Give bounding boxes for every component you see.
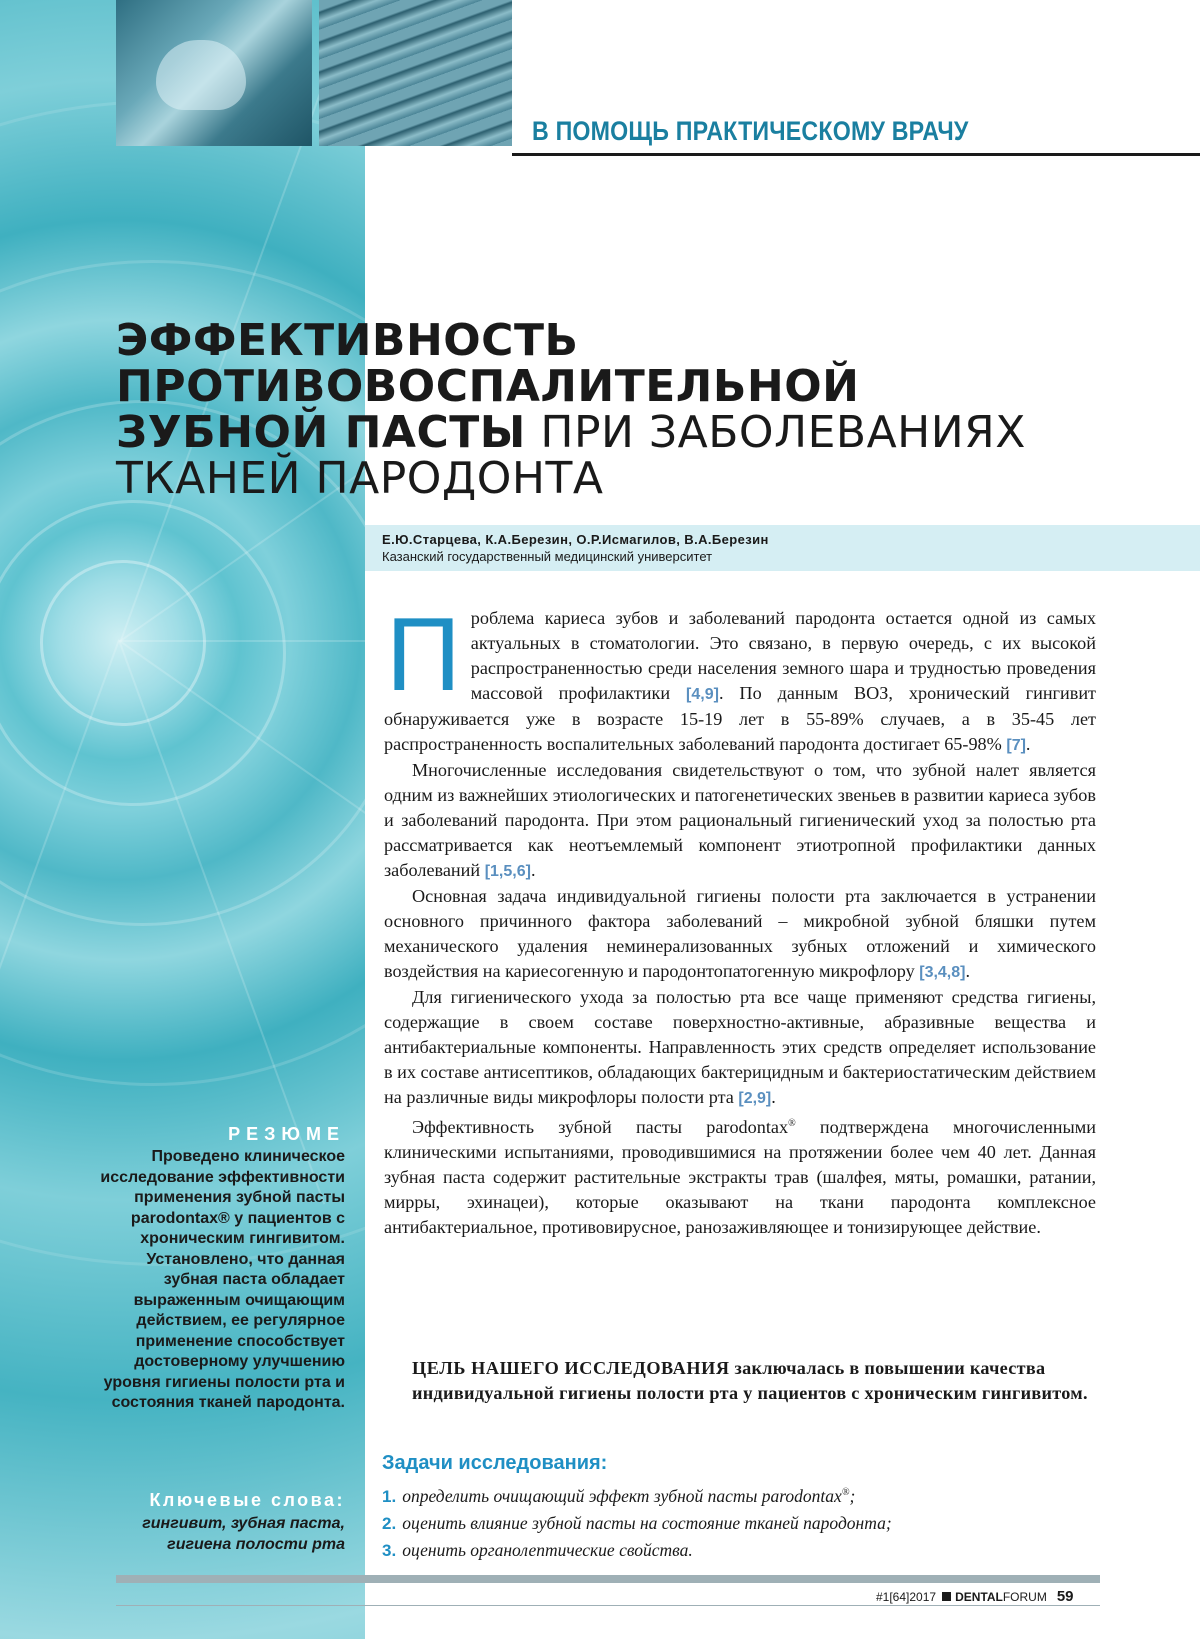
task-end: ; bbox=[849, 1485, 856, 1506]
resume-text: Проведено клиническое исследование эффективности применения зубной пасты parodontax® у пациентов с хроническим гингивитом. Установлено, что данная зубная паста обладает выраженным очищающим действием, ее регулярное применение способствует достоверному улучшению уровня гигиены полости рта и состояния тканей пародонта. bbox=[100, 1148, 345, 1411]
task-text: определить очищающий эффект зубной пасты parodontax bbox=[402, 1485, 842, 1506]
task-number: 1. bbox=[382, 1486, 397, 1506]
tasks-title: Задачи исследования: bbox=[382, 1452, 608, 1474]
header-photo-instruments bbox=[319, 0, 512, 146]
goal-caps: ЦЕЛЬ НАШЕГО ИССЛЕДОВАНИЯ bbox=[412, 1358, 730, 1378]
article-title bbox=[116, 315, 1026, 504]
task-number: 3. bbox=[382, 1540, 397, 1560]
header-rule bbox=[512, 153, 1200, 156]
title-line-3-bold: ЗУБНОЙ ПАСТЫ bbox=[116, 407, 526, 458]
title-line-3-normal: ПРИ ЗАБОЛЕВАНИЯХ bbox=[525, 407, 1026, 458]
issue-number: #1[64]2017 bbox=[876, 1590, 937, 1604]
task-number: 2. bbox=[382, 1513, 397, 1533]
task-text: оценить влияние зубной пасты на состояние тканей пародонта; bbox=[402, 1512, 892, 1533]
goal-text: заключалась в повышении качества индивидуальной гигиены полости рта у пациентов с хроническим гингивитом. bbox=[412, 1358, 1088, 1403]
p2-text-b: . bbox=[530, 860, 536, 880]
page-number: 59 bbox=[1056, 1588, 1074, 1605]
tasks-list bbox=[382, 1480, 892, 1564]
authors: Е.Ю.Старцева, К.А.Березин, О.Р.Исмагилов, В.А.Березин bbox=[382, 532, 769, 547]
journal-name-forum: FORUM bbox=[1002, 1590, 1047, 1604]
paragraph-5 bbox=[384, 1111, 1096, 1240]
paragraph-2 bbox=[384, 758, 1096, 884]
p5-text-b: подтверждена многочисленными клиническими испытаниями, проводившимися на протяжении более чем 40 лет. Данная зубная паста содержит растительные экстракты трав (шалфея, мяты, ромашки, ратании, мирры, эхинацеи), которые оказывают на ткани пародонта комплексное антибактериальное, противовирусное, ранозаживляющее и тонизирующее действие. bbox=[384, 1117, 1096, 1238]
p3-text-b: . bbox=[965, 961, 971, 981]
title-line-2: ПРОТИВОВОСПАЛИТЕЛЬНОЙ bbox=[116, 361, 860, 412]
p1-text-b: . По данным ВОЗ, хронический гингивит обнаруживается уже в возрасте 15-19 лет в 55-89% случаев, а в 35-45 лет распространенность воспалительных заболеваний пародонта достигает 65-98% bbox=[384, 683, 1097, 754]
footer bbox=[876, 1588, 1074, 1605]
square-icon bbox=[942, 1592, 951, 1601]
reference-link[interactable]: [1,5,6] bbox=[484, 863, 531, 880]
footer-line bbox=[116, 1605, 1100, 1606]
dropcap: П bbox=[386, 597, 461, 713]
reference-link[interactable]: [2,9] bbox=[738, 1090, 772, 1107]
p1-text-a: роблема кариеса зубов и заболеваний пародонта остается одной из самых актуальных в стоматологии. Это связано, в первую очередь, с их высокой распространенностью среди населения земного шара и трудностью проведения массовой профилактики bbox=[470, 608, 1096, 703]
p5-text-a: Эффективность зубной пасты parodontax bbox=[412, 1117, 789, 1138]
reference-link[interactable]: [4,9] bbox=[686, 686, 719, 703]
study-goal bbox=[412, 1356, 1102, 1406]
registered-mark: ® bbox=[841, 1487, 850, 1498]
p1-text-c: . bbox=[1025, 734, 1031, 754]
task-text: оценить органолептические свойства. bbox=[402, 1539, 693, 1560]
task-item bbox=[382, 1537, 892, 1564]
paragraph-3 bbox=[384, 884, 1096, 985]
task-item bbox=[382, 1480, 892, 1510]
section-header: В ПОМОЩЬ ПРАКТИЧЕСКОМУ ВРАЧУ bbox=[532, 116, 969, 146]
title-line-1: ЭФФЕКТИВНОСТЬ bbox=[116, 315, 579, 366]
header-photo-dentist bbox=[116, 0, 312, 146]
task-item bbox=[382, 1510, 892, 1537]
journal-name-dental: DENTAL bbox=[955, 1590, 1003, 1604]
p4-text-a: Для гигиенического ухода за полостью рта все чаще применяют средства гигиены, содержащие в своем составе поверхностно-активные, абразивные вещества и антибактериальные компоненты. Направленность этих средств определяет использование в их составе антисептиков, обладающих бактерицидным и бактериостатическим действием на различные виды микрофлоры полости рта bbox=[384, 987, 1096, 1107]
p4-text-b: . bbox=[771, 1087, 776, 1107]
keywords-text: гингивит, зубная паста, гигиена полости рта bbox=[142, 1515, 345, 1553]
footer-bar bbox=[116, 1575, 1100, 1583]
keywords-title: Ключевые слова: bbox=[149, 1490, 345, 1510]
registered-mark: ® bbox=[788, 1118, 796, 1129]
article-body bbox=[384, 597, 1097, 1240]
paragraph-1 bbox=[384, 597, 1097, 758]
reference-link[interactable]: [3,4,8] bbox=[919, 964, 966, 981]
resume-title: РЕЗЮМЕ bbox=[228, 1124, 345, 1144]
paragraph-4 bbox=[384, 985, 1096, 1111]
reference-link[interactable]: [7] bbox=[1006, 737, 1026, 754]
title-line-4: ТКАНЕЙ ПАРОДОНТА bbox=[116, 453, 604, 504]
p3-text-a: Основная задача индивидуальной гигиены полости рта заключается в устранении основного причинного фактора заболеваний – микробной зубной бляшки путем механического удаления неминерализованных зубных отложений и химического воздействия на кариесогенную и пародонтопатогенную микрофлору bbox=[384, 886, 1096, 981]
p2-text-a: Многочисленные исследования свидетельствуют о том, что зубной налет является одним из важнейших этиологических и патогенетических звеньев в развитии кариеса зубов и заболеваний пародонта. При этом рациональный гигиенический уход за полостью рта рассматривается как неотъемлемый компонент этиотропной профилактики данных заболеваний bbox=[384, 760, 1096, 880]
affiliation: Казанский государственный медицинский университет bbox=[382, 549, 713, 564]
